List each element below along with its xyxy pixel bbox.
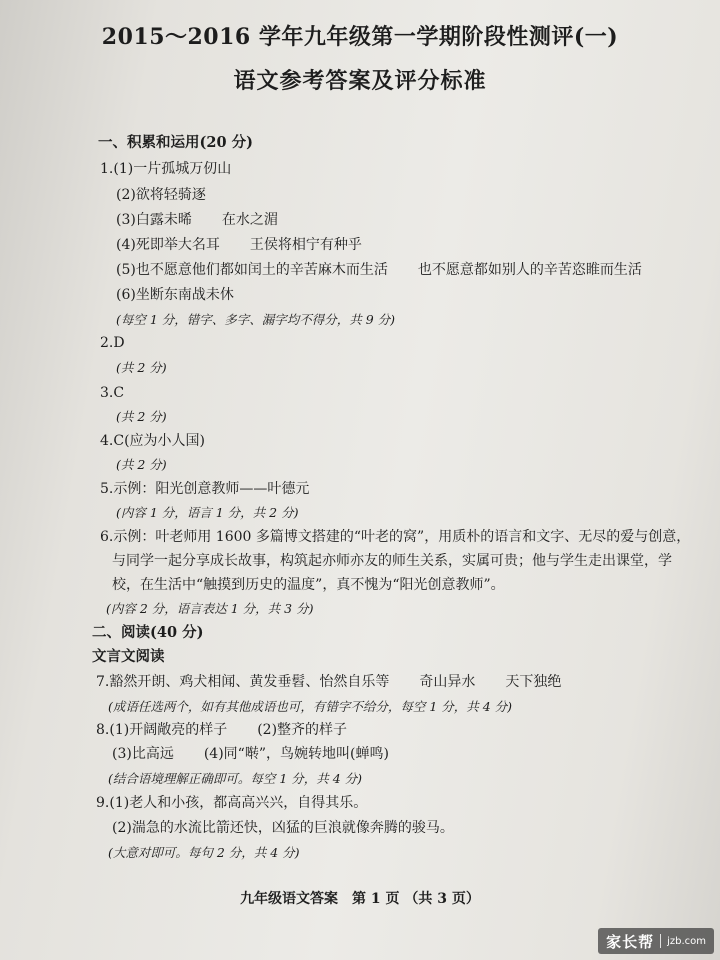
section-heading-reading: 二、阅读(40 分) — [92, 624, 204, 641]
answer-1-4b: 王侯将相宁有种乎 — [249, 237, 362, 253]
subsection-classical-chinese: 文言文阅读 — [92, 648, 165, 665]
answer-5: 5.示例：阳光创意教师——叶德元 — [100, 481, 310, 497]
scoring-note-5: (内容 1 分，语言 1 分，共 2 分) — [116, 505, 299, 520]
answer-1-6: (6)坐断东南战未休 — [116, 287, 234, 303]
answer-1-4 — [116, 235, 362, 255]
answer-8-row2 — [112, 744, 389, 764]
answer-1-3b: 在水之湄 — [221, 212, 278, 228]
page-subtitle: 语文参考答案及评分标准 — [233, 68, 487, 94]
answer-7 — [96, 672, 561, 692]
watermark-url: jzb.com — [667, 935, 706, 947]
scoring-note-7: (成语任选两个，如有其他成语也可，有错字不给分，每空 1 分，共 4 分) — [108, 699, 513, 714]
scoring-note-9: (大意对即可。每句 2 分，共 4 分) — [108, 845, 300, 860]
answer-9-1: 9.(1)老人和小孩，都高高兴兴，自得其乐。 — [96, 795, 368, 811]
scoring-note-8: (结合语境理解正确即可。每空 1 分，共 4 分) — [108, 771, 363, 786]
answer-7a: 7.豁然开朗、鸡犬相闻、黄发垂髫、怡然自乐等 — [96, 674, 390, 690]
answer-6-line3: 校，在生活中“触摸到历史的温度”，真不愧为“阳光创意教师”。 — [112, 577, 505, 593]
watermark-brand: 家长帮 — [606, 932, 655, 951]
answer-8-2: (2)整齐的样子 — [257, 722, 348, 738]
answer-7c: 天下独绝 — [505, 674, 562, 690]
answer-1-5 — [116, 260, 642, 280]
page-title: 2015～2016 学年九年级第一学期阶段性测评(一) — [101, 24, 619, 50]
answer-1-3 — [116, 210, 278, 230]
scoring-note-6: (内容 2 分，语言表达 1 分，共 3 分) — [106, 601, 314, 616]
answer-1-2: (2)欲将轻骑逐 — [116, 187, 206, 203]
answer-6-line2: 与同学一起分享成长故事，构筑起亦师亦友的师生关系，实属可贵；他与学生走出课堂，学 — [112, 553, 672, 569]
answer-8-1: 8.(1)开阔敞亮的样子 — [96, 722, 228, 738]
answer-1-5b: 也不愿意都如别人的辛苦恣睢而生活 — [417, 262, 642, 278]
watermark-logo — [598, 928, 714, 954]
scoring-note-3: (共 2 分) — [116, 409, 167, 424]
answer-1-3a: (3)白露未晞 — [116, 212, 192, 228]
scoring-note-1: (每空 1 分，错字、多字、漏字均不得分，共 9 分) — [116, 312, 396, 327]
answer-1-4a: (4)死即举大名耳 — [116, 237, 220, 253]
answer-7b: 奇山异水 — [419, 674, 476, 690]
answer-9-2: (2)湍急的水流比箭还快，凶猛的巨浪就像奔腾的骏马。 — [112, 820, 454, 836]
answer-8-row1 — [96, 720, 347, 740]
page-footer: 九年级语文答案 第 1 页 （共 3 页） — [240, 891, 480, 907]
answer-1-5a: (5)也不愿意他们都如闰土的辛苦麻木而生活 — [116, 262, 388, 278]
scoring-note-2: (共 2 分) — [116, 360, 167, 375]
answer-6-line1: 6.示例：叶老师用 1600 多篇博文搭建的“叶老的窝”，用质朴的语言和文字、无尽的爱与创意， — [100, 529, 691, 545]
answer-2: 2.D — [100, 335, 125, 351]
scoring-note-4: (共 2 分) — [116, 457, 167, 472]
watermark-divider — [660, 934, 661, 948]
answer-1-1: 1.(1)一片孤城万仞山 — [100, 161, 232, 177]
answer-8-3: (3)比高远 — [112, 746, 174, 762]
answer-8-4: (4)同“啭”，鸟婉转地叫(蝉鸣) — [203, 746, 389, 762]
answer-4: 4.C(应为小人国) — [100, 433, 205, 449]
section-heading-accumulation: 一、积累和运用(20 分) — [98, 134, 253, 151]
answer-3: 3.C — [100, 385, 125, 401]
